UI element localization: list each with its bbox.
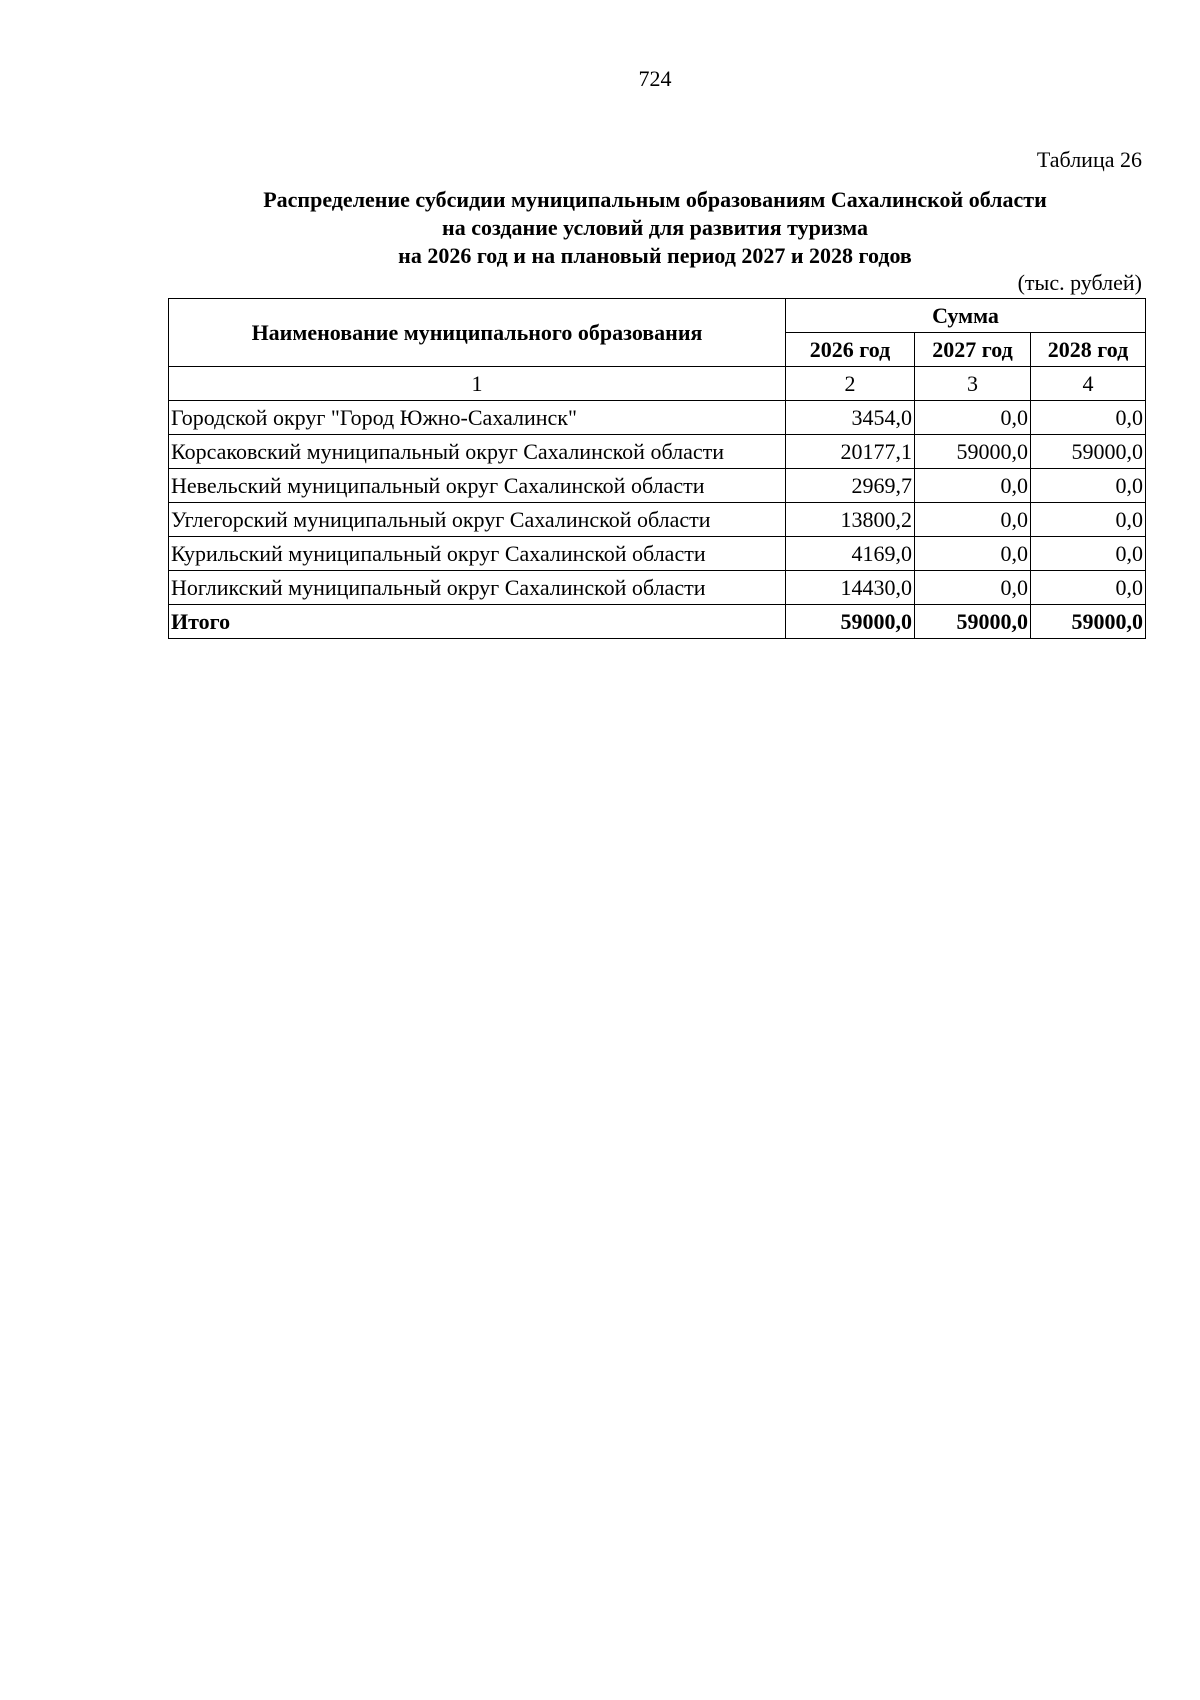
table-label: Таблица 26 <box>1036 147 1142 172</box>
column-number: 2 <box>786 367 915 401</box>
row-name: Невельский муниципальный округ Сахалинской области <box>169 469 786 503</box>
row-value-2028: 0,0 <box>1031 503 1146 537</box>
row-value-2028: 0,0 <box>1031 469 1146 503</box>
row-name: Корсаковский муниципальный округ Сахалинской области <box>169 435 786 469</box>
row-value-2027: 0,0 <box>915 537 1031 571</box>
row-value-2026: 14430,0 <box>786 571 915 605</box>
row-value-2027: 0,0 <box>915 571 1031 605</box>
total-label: Итого <box>169 605 786 639</box>
table-row <box>169 537 1146 571</box>
row-value-2028: 0,0 <box>1031 571 1146 605</box>
page-number: 724 <box>638 66 672 91</box>
row-name: Ногликский муниципальный округ Сахалинской области <box>169 571 786 605</box>
column-number: 1 <box>169 367 786 401</box>
row-value-2028: 0,0 <box>1031 537 1146 571</box>
total-value-2028: 59000,0 <box>1031 605 1146 639</box>
row-value-2026: 3454,0 <box>786 401 915 435</box>
row-value-2026: 20177,1 <box>786 435 915 469</box>
header-name: Наименование муниципального образования <box>169 299 786 367</box>
row-value-2026: 4169,0 <box>786 537 915 571</box>
header-year-2026: 2026 год <box>786 333 915 367</box>
row-value-2026: 13800,2 <box>786 503 915 537</box>
subsidy-table <box>168 298 1146 639</box>
title-line-3: на 2026 год и на плановый период 2027 и 2028 годов <box>398 243 912 268</box>
row-value-2027: 0,0 <box>915 503 1031 537</box>
header-sum: Сумма <box>786 299 1146 333</box>
row-name: Курильский муниципальный округ Сахалинской области <box>169 537 786 571</box>
title-line-1: Распределение субсидии муниципальным образованиям Сахалинской области <box>263 187 1047 212</box>
row-name: Углегорский муниципальный округ Сахалинской области <box>169 503 786 537</box>
total-value-2026: 59000,0 <box>786 605 915 639</box>
row-value-2028: 59000,0 <box>1031 435 1146 469</box>
table-row <box>169 435 1146 469</box>
header-year-2028: 2028 год <box>1031 333 1146 367</box>
column-number-row <box>169 367 1146 401</box>
row-value-2026: 2969,7 <box>786 469 915 503</box>
row-value-2028: 0,0 <box>1031 401 1146 435</box>
column-number: 3 <box>915 367 1031 401</box>
table-row <box>169 401 1146 435</box>
table-row <box>169 469 1146 503</box>
row-value-2027: 0,0 <box>915 401 1031 435</box>
table-title <box>180 186 1130 270</box>
total-row <box>169 605 1146 639</box>
header-year-2027: 2027 год <box>915 333 1031 367</box>
total-value-2027: 59000,0 <box>915 605 1031 639</box>
row-value-2027: 0,0 <box>915 469 1031 503</box>
table-row <box>169 503 1146 537</box>
units-label: (тыс. рублей) <box>1017 270 1142 295</box>
row-value-2027: 59000,0 <box>915 435 1031 469</box>
row-name: Городской округ "Город Южно-Сахалинск" <box>169 401 786 435</box>
title-line-2: на создание условий для развития туризма <box>442 215 868 240</box>
table-row <box>169 571 1146 605</box>
column-number: 4 <box>1031 367 1146 401</box>
